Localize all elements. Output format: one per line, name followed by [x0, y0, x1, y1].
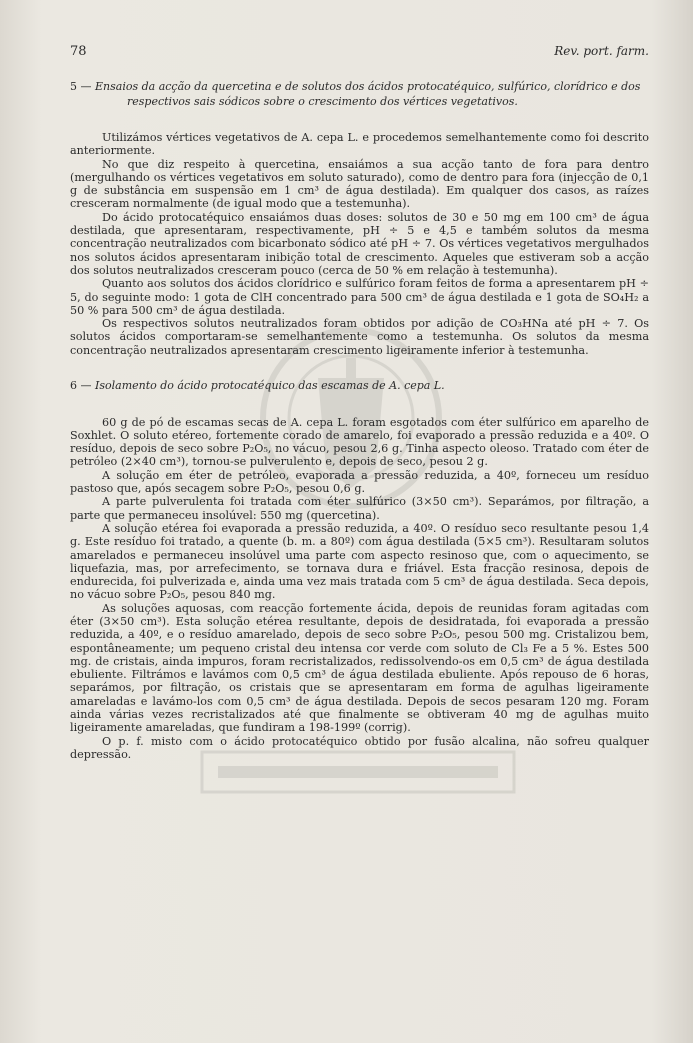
journal-title: Rev. port. farm. [554, 44, 649, 58]
paragraph: 60 g de pó de escamas secas de A. cepa L. foram esgotados com éter sulfúrico em aparelho de Soxhlet. O soluto etéreo, fortemente corado de amarelo, foi evaporado a pressão reduzida e a 40º. O resíduo, depois de seco sobre P₂O₅, no vácuo, pesou 2,6 g. Tinha aspecto oleoso. Tratado com éter de petróleo (2×40 cm³), tornou-se pulverulento e, depois de seco, pesou 2 g. [70, 415, 649, 469]
paragraph: No que diz respeito à quercetina, ensaiámos a sua acção tanto de fora para dentro (mergulhando os vértices vegetativos em soluto saturado), como de dentro para fora (injecção de 0,1 g de substância em suspensão em 1 cm³ de água destilada). Em qualquer dos casos, as raízes cresceram normalmente (de igual modo que a testemunha). [70, 157, 649, 211]
section-6-heading [70, 379, 649, 394]
paragraph: A parte pulverulenta foi tratada com éter sulfúrico (3×50 cm³). Separámos, por filtração, a parte que permaneceu insolúvel: 550 mg (quercetina). [70, 495, 649, 522]
section-6-body [70, 416, 649, 762]
section-6-title: Isolamento do ácido protocatéquico das escamas de A. cepa L. [95, 379, 445, 393]
section-5-body [70, 131, 649, 357]
paragraph: A solução etérea foi evaporada a pressão reduzida, a 40º. O resíduo seco resultante pesou 1,4 g. Este resíduo foi tratado, a quente (b. m. a 80º) com água destilada (5×5 cm³). Resultaram solutos amarelados e permaneceu insolúvel uma parte com aspecto resinoso que, com o aquecimento, se liquefazia, mas, por arrefecimento, se tornava dura e friável. Esta fracção resinosa, depois de endurecida, foi pulverizada e, ainda uma vez mais tratada com 5 cm³ de água destilada. Seca depois, no vácuo sobre P₂O₅, pesou 840 mg. [70, 521, 649, 602]
paragraph: Quanto aos solutos dos ácidos clorídrico e sulfúrico foram feitos de forma a apresentarem pH ÷ 5, do seguinte modo: 1 gota de ClH concentrado para 500 cm³ de água destilada e 1 gota de SO₄H₂ a 50 % para 500 cm³ de água destilada. [70, 277, 649, 317]
section-5-heading [70, 80, 649, 109]
paragraph: A solução em éter de petróleo, evaporada a pressão reduzida, a 40º, forneceu um resíduo pastoso que, após secagem sobre P₂O₅, pesou 0,6 g. [70, 468, 649, 496]
page-number: 78 [70, 44, 87, 59]
section-5-title: Ensaios da acção da quercetina e de solutos dos ácidos protocatéquico, sulfúrico, clorídrico e dos respectivos sais sódicos sobre o crescimento dos vértices vegetativos. [95, 80, 641, 108]
page-header [70, 44, 649, 68]
section-5-number: 5 — [70, 80, 92, 93]
paragraph: Utilizámos vértices vegetativos de A. cepa L. e procedemos semelhantemente como foi descrito anteriormente. [70, 131, 649, 158]
paragraph: Do ácido protocatéquico ensaiámos duas doses: solutos de 30 e 50 mg em 100 cm³ de água destilada, que apresentaram, respectivamente, pH ÷ 5 e 4,5 e também solutos da mesma concentração neutralizados com bicarbonato sódico até pH ÷ 7. Os vértices vegetativos mergulhados nos solutos ácidos apresentaram inibição total de crescimento. Aqueles que estiveram sob a acção dos solutos neutralizados cresceram pouco (cerca de 50 % em relação à testemunha). [70, 210, 649, 277]
paragraph: Os respectivos solutos neutralizados foram obtidos por adição de CO₃HNa até pH ÷ 7. Os solutos ácidos comportaram-se semelhantemente como a testemunha. Os solutos da mesma concentração neutralizados apresentaram crescimento ligeiramente inferior à testemunha. [70, 317, 649, 357]
paragraph: O p. f. misto com o ácido protocatéquico obtido por fusão alcalina, não sofreu qualquer depressão. [70, 734, 649, 761]
paragraph: As soluções aquosas, com reacção fortemente ácida, depois de reunidas foram agitadas com éter (3×50 cm³). Esta solução etérea resultante, depois de desidratada, foi evaporada a pressão reduzida, a 40º, e o resíduo amarelado, depois de seco sobre P₂O₅, pesou 500 mg. Cristalizou bem, espontâneamente; um pequeno cristal deu intensa cor verde com soluto de Cl₃ Fe a 5 %. Estes 500 mg. de cristais, ainda impuros, foram recristalizados, redissolvendo-os em 0,5 cm³ de água destilada ebuliente. Filtrámos e lavámos com 0,5 cm³ de água destilada ebuliente. Após repouso de 6 horas, separámos, por filtração, os cristais que se apresentaram em forma de agulhas ligeiramente amareladas e lavámo-los com 0,5 cm³ de água destilada. Depois de secos pesaram 120 mg. Foram ainda várias vezes recristalizados até que finalmente se obtiveram 40 mg de agulhas muito ligeiramente amareladas, que fundiram a 198-199º (corrig). [70, 601, 649, 735]
section-6-number: 6 — [70, 379, 92, 393]
